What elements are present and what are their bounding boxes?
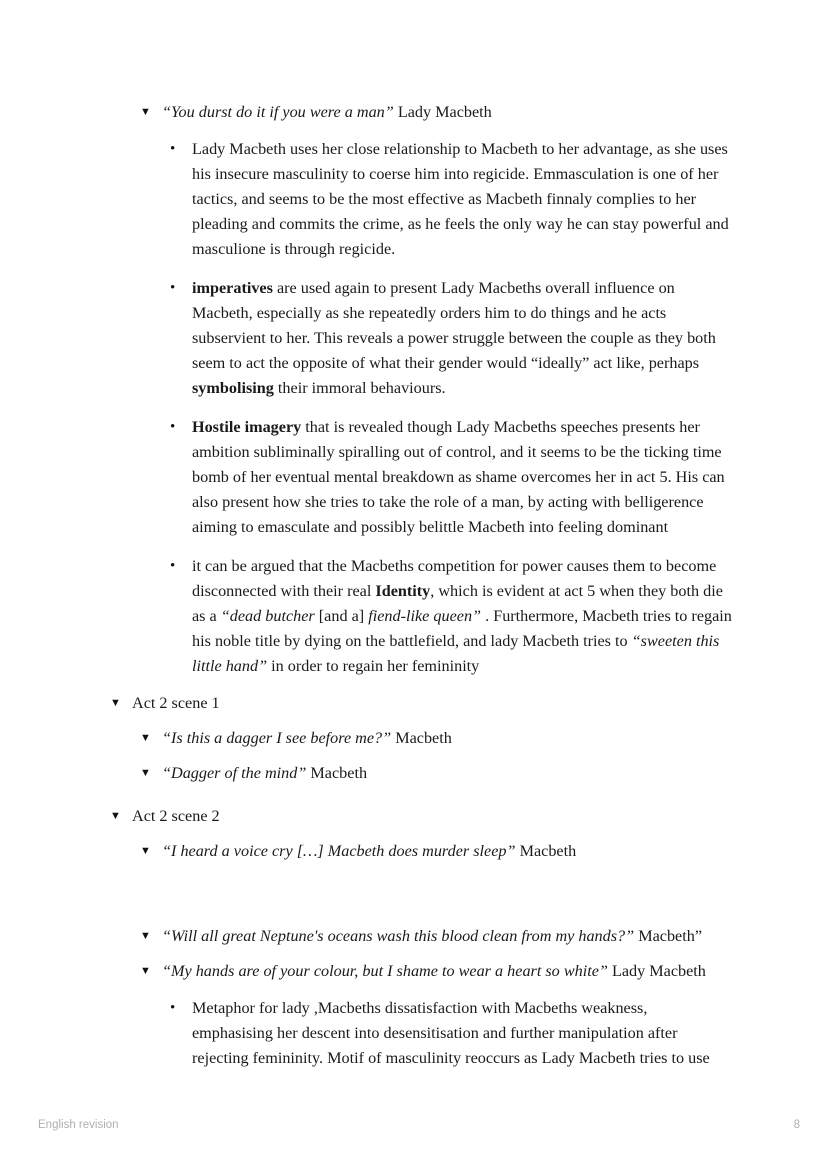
body-text: Lady Macbeth uses her close relationship to Macbeth to her advantage, as she uses his insecure masculinity to coerse him into regicide. Emmasculation is one of her tactics, and seems to be the most effective as Macbeth finnaly complies to her pleading and commits the crime, as he feels the only way he can stay powerful and masculione is through regicide. [192,140,729,258]
page-number: 8 [793,1119,800,1131]
outline-quote-heading[interactable] [0,761,828,786]
act-sections [0,691,828,1071]
quote-text: “dead butcher [220,607,319,625]
bullet-point-icon: • [170,1000,176,1016]
bullet-point-icon: • [170,558,176,574]
body-text: in order to regain her femininity [267,657,480,675]
outline-quote-heading[interactable] [0,959,828,984]
emphasis-bold: imperatives [192,279,273,297]
quote-attribution: Macbeth [306,764,368,782]
outline-quote-heading-text [158,959,828,984]
bullet-item-text [188,554,732,679]
body-text: their immoral behaviours. [273,379,446,397]
collapse-triangle-icon[interactable]: ▼ [140,732,151,744]
outline-quote-heading[interactable] [0,924,828,949]
bullet-point-icon: • [170,419,176,435]
emphasis-bold: Identity [375,582,431,600]
bullet-item [0,996,828,1071]
quote-attribution: Macbeth [391,729,452,747]
quote-text: “I heard a voice cry […] Macbeth does murder sleep” [162,842,516,860]
body-text: [and a] [318,607,369,625]
bullet-item [0,415,828,540]
act-section-heading[interactable] [0,691,828,716]
outline-quote-heading-text [158,100,828,125]
body-text: it can be argued that the Macbeths competition for power causes them to become disconnected with their real [192,557,717,600]
collapse-triangle-icon[interactable]: ▼ [110,810,121,822]
act-section-heading-text: Act 2 scene 2 [132,807,220,825]
bullet-item-text [188,276,732,401]
outline-quote-heading-text [158,839,828,864]
emphasis-bold: Hostile imagery [192,418,302,436]
act-section-heading[interactable] [0,804,828,829]
body-text: are used again to present Lady Macbeths overall influence on Macbeth, especially as she repeatedly orders him to do things and he acts subservient to her. This reveals a power struggle between the couple as they both seem to act the opposite of what their gender would “ideally” act like, perhaps [192,279,716,372]
bullet-point-icon: • [170,141,176,157]
quote-text: “sweeten this little hand” [192,632,720,675]
document-body [0,100,828,1071]
outline-quote-heading[interactable] [0,100,828,125]
quote-text: “My hands are of your colour, but I shame to wear a heart so white” [162,962,608,980]
body-text: , which is evident at act 5 when they both die as a [192,582,723,625]
outline-quote-heading-text [158,761,828,786]
bullet-item [0,137,828,262]
outline-quote-heading-text [158,924,828,949]
collapse-triangle-icon[interactable]: ▼ [140,106,151,118]
bullet-item-text [188,137,732,262]
quote-text: “Is this a dagger I see before me?” [162,729,392,747]
quote-attribution: Lady Macbeth [393,103,492,121]
body-text: that is revealed though Lady Macbeths speeches presents her ambition subliminally spiralling out of control, and it seems to be the ticking time bomb of her eventual mental breakdown as shame overcomes her in act 5. His can also present how she tries to take the role of a man, by acting with belligerence aiming to emasculate and possibly belittle Macbeth into feeling dominant [192,418,725,536]
collapse-triangle-icon[interactable]: ▼ [140,965,151,977]
bullet-item-text [188,996,732,1071]
bullet-item-text [188,415,732,540]
top-bullet-list [0,137,828,679]
collapse-triangle-icon[interactable]: ▼ [140,930,151,942]
quote-text: “Will all great Neptune's oceans wash this blood clean from my hands?” [162,927,635,945]
collapse-triangle-icon[interactable]: ▼ [110,697,121,709]
body-text: Metaphor for lady ,Macbeths dissatisfaction with Macbeths weakness, emphasising her descent into desensitisation and further manipulation after rejecting femininity. Motif of masculinity reoccurs as Lady Macbeth tries to use [192,999,710,1067]
outline-quote-heading[interactable] [0,839,828,864]
bullet-item [0,276,828,401]
bullet-item [0,554,828,679]
body-text: . Furthermore, Macbeth tries to regain his noble title by dying on the battlefield, and lady Macbeth tries to [192,607,732,650]
quote-text: “Dagger of the mind” [162,764,307,782]
quote-attribution: Lady Macbeth [607,962,706,980]
quote-text: fiend-like queen” [368,607,482,625]
outline-quote-heading[interactable] [0,726,828,751]
page-footer [0,1113,828,1137]
quote-text: “You durst do it if you were a man” [162,103,394,121]
bullet-point-icon: • [170,280,176,296]
collapse-triangle-icon[interactable]: ▼ [140,845,151,857]
quote-attribution: Macbeth” [634,927,703,945]
emphasis-bold: symbolising [192,379,274,397]
collapse-triangle-icon[interactable]: ▼ [140,767,151,779]
act-section-heading-text: Act 2 scene 1 [132,694,220,712]
quote-attribution: Macbeth [515,842,577,860]
footer-note: English revision [38,1119,119,1131]
outline-quote-heading-text [158,726,828,751]
